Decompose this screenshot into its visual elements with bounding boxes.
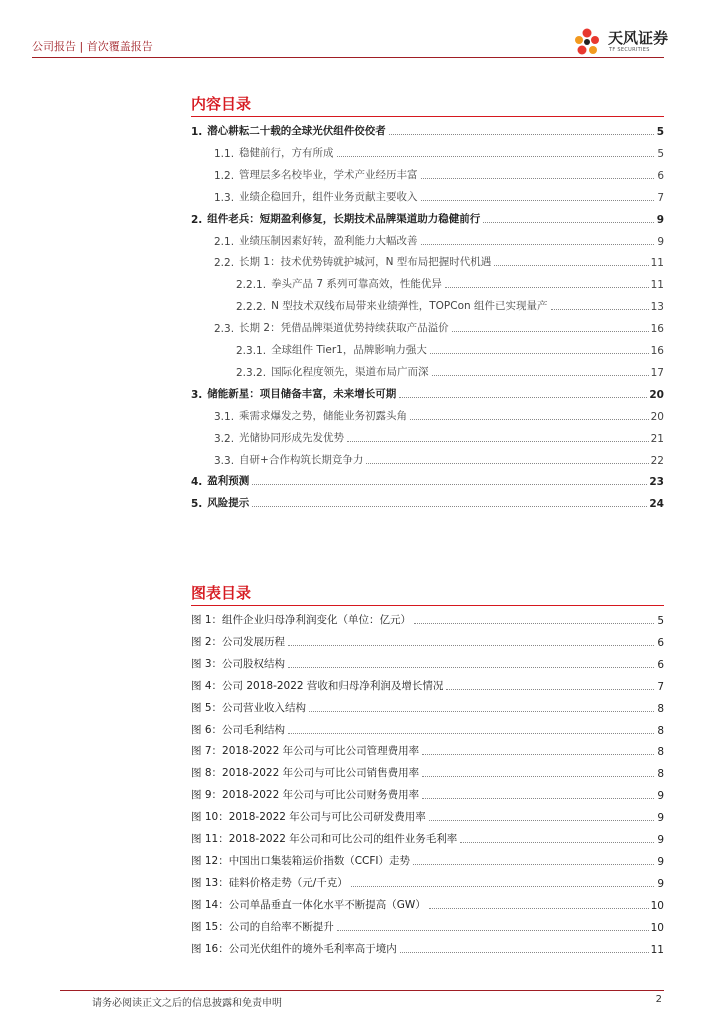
page-number: 2 [655,994,662,1005]
toc-entry[interactable] [236,275,664,291]
toc-entry-number: 1.3. [214,191,235,204]
figure-entry-page: 7 [657,680,664,693]
figure-entry[interactable] [191,764,664,780]
toc-entry-title: 长期 2：凭借品牌渠道优势持续获取产品溢价 [239,322,449,335]
toc-entry-number: 1.1. [214,147,235,160]
toc-entry-number: 3.2. [214,432,235,445]
dot-leader [366,463,648,464]
figure-entry-title: 图 13：硅料价格走势（元/千克） [191,876,348,889]
dot-leader [337,930,649,931]
toc-entry-number: 5. [191,498,203,511]
toc-entry[interactable] [191,122,664,138]
figure-entry-page: 10 [650,921,664,934]
toc-entry[interactable] [214,407,664,423]
toc-entry-page: 24 [649,498,664,511]
figures-title-underline [191,605,664,606]
figure-entry-page: 9 [657,812,664,825]
toc-entry-number: 2.1. [214,235,235,248]
logo-name: 天风证券 [608,29,669,47]
figure-entry-page: 9 [657,877,664,890]
figure-entry[interactable] [191,940,664,956]
figure-entry-page: 8 [657,746,664,759]
dot-leader [429,820,654,821]
footer-disclaimer: 请务必阅读正文之后的信息披露和免责申明 [92,998,282,1009]
toc-entry[interactable] [214,319,664,335]
dot-leader [446,689,654,690]
dot-leader [421,200,654,201]
toc-entry-page: 20 [650,410,664,423]
header-report-type: 公司报告 | 首次覆盖报告 [32,40,153,53]
dot-leader [452,331,649,332]
toc-entry-title: 储能新星：项目储备丰富，未来增长可期 [207,387,397,400]
dot-leader [252,484,647,485]
toc-entry-page: 23 [649,476,664,489]
figure-entry-page: 9 [657,834,664,846]
toc-entry-page: 5 [657,147,664,160]
toc-entry-title: 长期 1：技术优势铸就护城河，N 型布局把握时代机遇 [239,256,492,269]
figure-entry[interactable] [191,633,664,649]
figure-entry[interactable] [191,742,664,758]
figure-entry[interactable] [191,918,664,934]
figure-entry[interactable] [191,896,664,912]
toc-entry-number: 3. [191,388,203,401]
toc-entry-number: 2.3.2. [236,366,267,379]
figure-entry-title: 图 3：公司股权结构 [191,657,286,670]
toc-entry-title: 国际化程度领先，渠道布局广而深 [271,365,429,378]
flower-logo-icon [570,24,604,64]
toc-entry[interactable] [236,297,664,313]
toc-entry-page: 11 [650,279,664,292]
toc-entry[interactable] [236,363,664,379]
toc-entry-title: N 型技术双线布局带来业绩弹性，TOPCon 组件已实现量产 [271,300,548,313]
figure-entry-page: 10 [650,899,664,912]
company-logo [570,24,680,64]
toc-entry[interactable] [214,188,664,204]
toc-entry[interactable] [214,232,664,248]
toc-entry-page: 22 [650,454,664,467]
figure-entry-page: 6 [657,658,664,671]
dot-leader [337,156,654,157]
dot-leader [309,711,654,712]
figure-entry-title: 图 1：组件企业归母净利润变化（单位：亿元） [191,614,412,626]
figure-entry-page: 8 [657,768,664,781]
figure-entry-page: 8 [657,724,664,737]
toc-entry[interactable] [214,253,664,269]
figure-entry-page: 9 [657,790,664,803]
figure-entry[interactable] [191,677,664,693]
toc-entry-number: 3.3. [214,454,235,467]
toc-entry-title: 自研+合作构筑长期竞争力 [239,453,364,466]
dot-leader [389,134,654,135]
toc-entry-page: 11 [650,257,664,270]
dot-leader [252,506,647,507]
dot-leader [413,864,654,865]
toc-entry[interactable] [191,385,664,401]
figure-entry[interactable] [191,852,664,868]
dot-leader [430,353,649,354]
figure-entry-page: 11 [650,943,664,956]
toc-entry-title: 拳头产品 7 系列可靠高效，性能优异 [271,278,442,291]
toc-entry-number: 2.2.1. [236,279,267,292]
toc-entry-page: 5 [656,126,664,138]
dot-leader [551,309,649,310]
toc-entry-title: 组件老兵：短期盈利修复，长期技术品牌渠道助力稳健前行 [207,212,481,225]
toc-entry-page: 7 [657,191,664,204]
dot-leader [399,397,647,398]
toc-entry-number: 4. [191,476,203,489]
figure-entry-title: 图 14：公司单晶垂直一体化水平不断提高（GW） [191,898,426,911]
toc-entry-title: 管理层多名校毕业，学术产业经历丰富 [239,168,418,181]
figure-entry-page: 9 [657,855,664,868]
dot-leader [422,776,654,777]
figure-entry-title: 图 8：2018-2022 年公司与可比公司销售费用率 [191,767,420,780]
dot-leader [421,244,654,245]
figure-entry-title: 图 10：2018-2022 年公司与可比公司研发费用率 [191,811,426,824]
toc-entry-page: 9 [657,235,664,248]
figure-entry-title: 图 7：2018-2022 年公司与可比公司管理费用率 [191,745,420,758]
figures-title: 图表目录 [191,584,252,602]
toc-entry-number: 2.3.1. [236,345,267,357]
toc-entry-number: 2. [191,213,203,226]
toc-entry-title: 稳健前行，方有所成 [239,146,334,159]
figure-entry-title: 图 15：公司的自给率不断提升 [191,920,334,933]
toc-entry[interactable] [214,429,664,445]
figure-entry-page: 8 [657,702,664,715]
dot-leader [422,798,654,799]
dot-leader [421,178,654,179]
figure-entry[interactable] [191,611,664,627]
toc-entry[interactable] [214,451,664,467]
toc-entry-page: 6 [657,169,664,182]
toc-entry-page: 16 [650,345,664,357]
toc-entry-page: 16 [650,323,664,336]
toc-title-underline [191,116,664,117]
figure-entry-title: 图 16：公司光伏组件的境外毛利率高于境内 [191,942,397,955]
dot-leader [351,886,654,887]
dot-leader [288,645,654,646]
figure-entry-title: 图 9：2018-2022 年公司与可比公司财务费用率 [191,789,420,802]
dot-leader [483,222,654,223]
toc-entry-number: 3.1. [214,410,235,423]
dot-leader [400,952,649,953]
toc-entry-number: 1.2. [214,169,235,182]
dot-leader [445,287,649,288]
figure-entry[interactable] [191,699,664,715]
figure-entry[interactable] [191,874,664,890]
figure-entry[interactable] [191,830,664,846]
figure-entry-title: 图 6：公司毛利结构 [191,723,286,736]
dot-leader [288,733,654,734]
toc-entry[interactable] [236,341,664,357]
figure-entry-page: 5 [657,615,664,627]
figure-entry[interactable] [191,721,664,737]
figure-entry[interactable] [191,655,664,671]
figure-entry-title: 图 2：公司发展历程 [191,635,286,648]
footer-divider [60,990,664,991]
figure-entry-page: 6 [657,636,664,649]
toc-entry-title: 盈利预测 [207,475,250,488]
dot-leader [494,265,648,266]
figure-entry-title: 图 12：中国出口集装箱运价指数（CCFI）走势 [191,854,410,867]
figure-entry[interactable] [191,786,664,802]
toc-entry-title: 业绩压制因素好转，盈利能力大幅改善 [239,234,418,247]
toc-entry-title: 风险提示 [207,497,250,510]
toc-entry-number: 2.2.2. [236,301,267,314]
toc-entry-title: 业绩企稳回升，组件业务贡献主要收入 [239,190,418,203]
logo-subtitle: TF SECURITIES [609,47,650,53]
figure-entry[interactable] [191,808,664,824]
dot-leader [410,419,649,420]
dot-leader [432,375,649,376]
dot-leader [429,908,649,909]
toc-entry-page: 9 [656,213,664,226]
toc-entry-title: 光储协同形成先发优势 [239,431,345,444]
figure-entry-title: 图 5：公司营业收入结构 [191,701,307,714]
toc-entry-number: 2.3. [214,323,235,336]
figure-entry-title: 图 4：公司 2018-2022 营收和归母净利润及增长情况 [191,679,444,692]
dot-leader [422,754,654,755]
toc-entry-number: 1. [191,126,203,138]
toc-entry[interactable] [191,494,664,510]
toc-entry-page: 21 [650,432,664,445]
toc-entry[interactable] [214,144,664,160]
toc-entry-number: 2.2. [214,257,235,270]
toc-entry-title: 乘需求爆发之势，储能业务初露头角 [239,409,408,422]
toc-entry[interactable] [191,472,664,488]
figure-entry-title: 图 11：2018-2022 年公司和可比公司的组件业务毛利率 [191,833,458,845]
toc-entry-page: 13 [650,301,664,314]
toc-entry[interactable] [191,210,664,226]
dot-leader [460,842,654,843]
toc-entry-title: 潜心耕耘二十载的全球光伏组件佼佼者 [207,125,386,137]
toc-entry[interactable] [214,166,664,182]
toc-entry-page: 20 [649,388,664,401]
dot-leader [414,623,654,624]
toc-entry-page: 17 [650,366,664,379]
dot-leader [288,667,654,668]
toc-entry-title: 全球组件 Tier1，品牌影响力强大 [271,344,427,356]
toc-title: 内容目录 [191,95,252,113]
dot-leader [347,441,649,442]
